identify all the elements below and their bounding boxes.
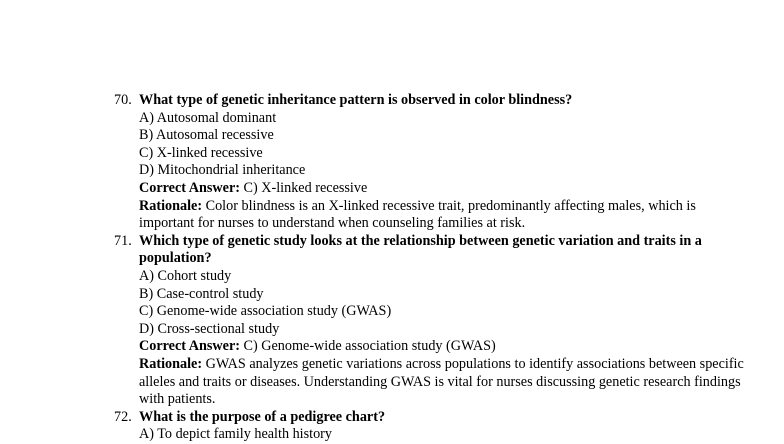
question-70 <box>114 92 754 233</box>
question-number: 71. <box>114 232 132 249</box>
question-header <box>114 409 754 427</box>
option-b: B) Case-control study <box>139 285 264 302</box>
correct-answer <box>139 180 754 198</box>
correct-answer-value: C) X-linked recessive <box>243 179 368 196</box>
rationale <box>139 356 754 409</box>
question-body <box>139 110 754 233</box>
correct-answer-value: C) Genome-wide association study (GWAS) <box>243 338 496 355</box>
correct-answer-label: Correct Answer: <box>139 338 240 355</box>
option-d: D) Mitochondrial inheritance <box>139 162 306 179</box>
option-a: A) Autosomal dominant <box>139 109 277 126</box>
option-a: A) To depict family health history <box>139 426 332 443</box>
question-text: What type of genetic inheritance pattern is observed in color blindness? <box>139 92 573 108</box>
rationale-label: Rationale: <box>139 197 203 214</box>
option-a: A) Cohort study <box>139 267 232 284</box>
rationale-text: GWAS analyzes genetic variations across populations to identify associations between specific alleles and traits or diseases. Understanding GWAS is vital for nurses discussing genetic research findings with patients. <box>139 355 744 408</box>
question-number: 70. <box>114 92 132 108</box>
question-list <box>114 92 754 444</box>
question-number: 72. <box>114 408 132 425</box>
question-header <box>114 233 754 268</box>
rationale <box>139 198 754 233</box>
question-71 <box>114 233 754 409</box>
question-body <box>139 268 754 409</box>
question-text: What is the purpose of a pedigree chart? <box>139 408 386 425</box>
correct-answer-label: Correct Answer: <box>139 179 240 196</box>
rationale-text: Color blindness is an X-linked recessive trait, predominantly affecting males, which is important for nurses to understand when counseling families at risk. <box>139 197 696 232</box>
question-text: Which type of genetic study looks at the relationship between genetic variation and traits in a population? <box>139 232 702 267</box>
question-72 <box>114 409 754 444</box>
question-body <box>139 426 754 444</box>
correct-answer <box>139 338 754 356</box>
option-b: B) Autosomal recessive <box>139 127 274 144</box>
option-c: C) X-linked recessive <box>139 144 263 161</box>
option-c: C) Genome-wide association study (GWAS) <box>139 303 392 320</box>
option-d: D) Cross-sectional study <box>139 320 280 337</box>
rationale-label: Rationale: <box>139 355 203 372</box>
question-header <box>114 92 754 110</box>
